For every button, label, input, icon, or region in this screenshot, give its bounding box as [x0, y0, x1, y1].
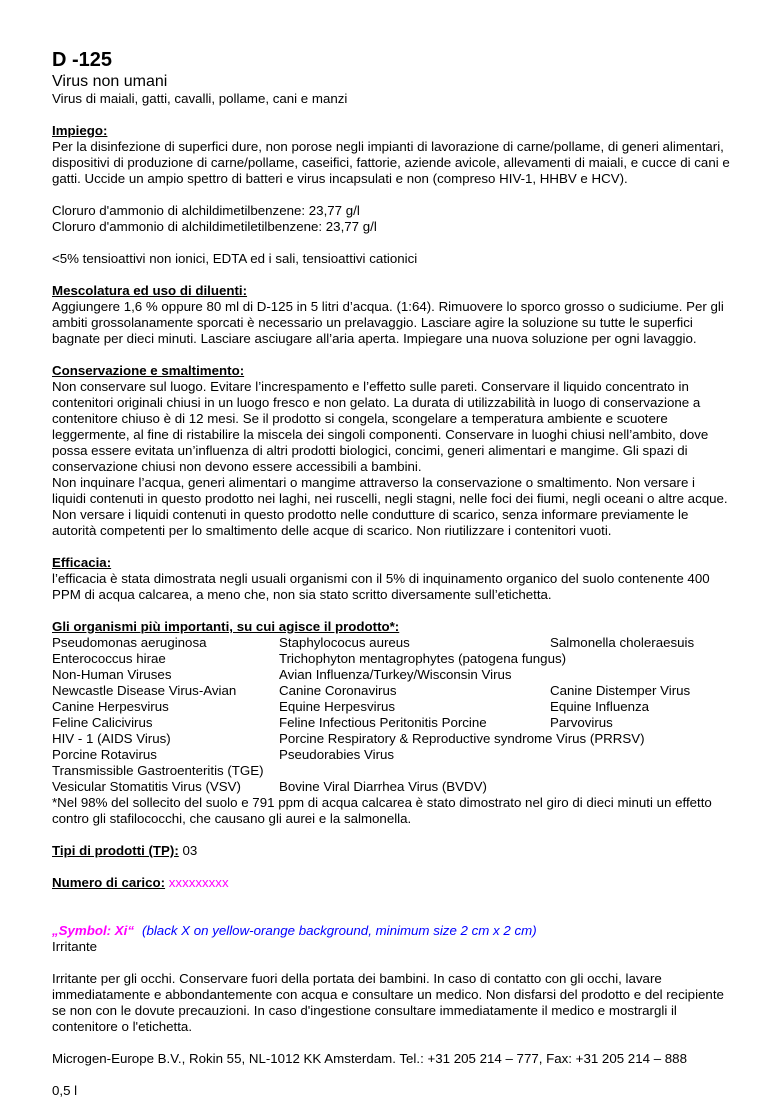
organism-table	[52, 635, 732, 795]
organism-cell: Parvovirus	[550, 715, 613, 730]
organism-cell: Pseudomonas aeruginosa	[52, 635, 207, 650]
mescolatura-text: Aggiungere 1,6 % oppure 80 ml di D-125 in 5 litri d’acqua. (1:64). Rimuovere lo sporco grosso o sudiciume. Per gli ambiti grossolanamente sporcati è necessario un prelavaggio. Lasciare agire la soluzione su tutte le superfici bagnate per dieci minuti. Lasciare asciugare all’aria aperta. Impiegare una nuova soluzione per ogni lavaggio.	[52, 299, 724, 346]
organism-cell: Canine Distemper Virus	[550, 683, 691, 698]
surfactants-text: <5% tensioattivi non ionici, EDTA ed i sali, tensioattivi cationici	[52, 251, 418, 266]
organism-row	[52, 779, 732, 795]
volume-text: 0,5 l	[52, 1083, 78, 1098]
efficacia-text: l’efficacia è stata dimostrata negli usuali organismi con il 5% di inquinamento organico del suolo contenente 400 PPM di acqua calcarea, a meno che, non sia stato scritto diversamente sull’etichetta.	[52, 571, 710, 602]
organism-cell: Non-Human Viruses	[52, 667, 172, 682]
organism-cell: Avian Influenza/Turkey/Wisconsin Virus	[279, 667, 512, 682]
organismi-heading: Gli organismi più importanti, su cui agisce il prodotto*:	[52, 619, 400, 634]
organism-row	[52, 683, 732, 699]
organism-cell: Porcine Respiratory & Reproductive syndrome Virus (PRRSV)	[279, 731, 645, 746]
symbol-name: Irritante	[52, 939, 98, 954]
organism-cell: Equine Herpesvirus	[279, 699, 396, 714]
tipi-label: Tipi di prodotti (TP):	[52, 843, 179, 858]
organism-cell: Enterococcus hirae	[52, 651, 166, 666]
organism-row	[52, 731, 732, 747]
organism-cell: Bovine Viral Diarrhea Virus (BVDV)	[279, 779, 487, 794]
organism-cell	[550, 651, 732, 667]
conservazione-text-2: Non inquinare l’acqua, generi alimentari o mangime attraverso la conservazione o smaltimento. Non versare i liquidi contenuti in questo prodotto nei laghi, nei ruscelli, negli stagni, nelle foci dei fiumi, negli oceani o altre acque. Non versare i liquidi contenuti in questo prodotto nelle condutture di scarico, senza informare previamente le autorità competenti per lo smaltimento delle acque di scarico. Non riutilizzare i contenitori vuoti.	[52, 475, 728, 538]
impiego-heading: Impiego:	[52, 123, 108, 138]
symbol-label: „Symbol: Xi“	[52, 923, 135, 938]
organism-row	[52, 667, 732, 683]
product-subtitle: Virus non umani	[52, 73, 168, 90]
organismi-footnote: *Nel 98% del sollecito del suolo e 791 ppm di acqua calcarea è stato dimostrato nel giro di dieci minuti un effetto contro gli stafilococchi, che causano gli aurei e la salmonella.	[52, 795, 712, 826]
organism-cell: Canine Coronavirus	[279, 683, 397, 698]
organism-cell: Porcine Rotavirus	[52, 747, 157, 762]
organism-row	[52, 747, 732, 763]
conservazione-heading: Conservazione e smaltimento:	[52, 363, 245, 378]
efficacia-heading: Efficacia:	[52, 555, 112, 570]
ingredient-1: Cloruro d'ammonio di alchildimetilbenzene: 23,77 g/l	[52, 203, 360, 218]
organism-cell	[550, 763, 732, 779]
numero-line	[52, 875, 732, 891]
organism-cell	[550, 779, 732, 795]
organism-cell: Canine Herpesvirus	[52, 699, 169, 714]
organism-cell: Newcastle Disease Virus-Avian	[52, 683, 237, 698]
document-page	[52, 48, 732, 1099]
organism-cell: Pseudorabies Virus	[279, 747, 395, 762]
product-title: D -125	[52, 49, 113, 71]
organism-row	[52, 699, 732, 715]
numero-value: xxxxxxxxx	[168, 875, 229, 890]
organism-cell	[550, 747, 732, 763]
organism-cell: Vesicular Stomatitis Virus (VSV)	[52, 779, 241, 794]
conservazione-text-1: Non conservare sul luogo. Evitare l’increspamento e l’effetto sulle pareti. Conservare il liquido concentrato in contenitori originali chiusi in un luogo fresco e non gelato. La durata di utilizzabilità in luogo di conservazione a contenitore chiuso è di 12 mesi. Se il prodotto si congela, scongelare a temperatura ambiente e scuotere leggermente, al fine di ristabilire la miscela dei singoli componenti. Conservare in luoghi chiusi nell’ambito, dove possa essere evitata un’influenza di altri prodotti biologici, concimi, generi alimentari e mangime. Gli spazi di conservazione chiusi non devono essere accessibili a bambini.	[52, 379, 709, 474]
organism-cell: Salmonella choleraesuis	[550, 635, 695, 650]
organism-cell	[550, 667, 732, 683]
organism-cell: HIV - 1 (AIDS Virus)	[52, 731, 171, 746]
organism-cell	[550, 731, 732, 747]
organism-row	[52, 635, 732, 651]
mescolatura-heading: Mescolatura ed uso di diluenti:	[52, 283, 248, 298]
impiego-text: Per la disinfezione di superfici dure, non porose negli impianti di lavorazione di carne/pollame, di generi alimentari, dispositivi di produzione di carne/pollame, caseifici, fattorie, aziende avicole, allevamenti di maiali, e cucce di cani e gatti. Uccide un ampio spettro di batteri e virus incapsulati e non (compreso HIV-1, HHBV e HCV).	[52, 139, 730, 186]
organism-row	[52, 763, 732, 779]
organism-cell: Equine Influenza	[550, 699, 650, 714]
symbol-line	[52, 923, 732, 939]
safety-text: Irritante per gli occhi. Conservare fuori della portata dei bambini. In caso di contatto con gli occhi, lavare immediatamente e abbondantemente con acqua e consultare un medico. Non disfarsi del prodotto e del recipiente se non con le dovute precauzioni. In caso d'ingestione consultare immediatamente il medico e mostrargli il contenitore o l'etichetta.	[52, 971, 724, 1034]
numero-label: Numero di carico:	[52, 875, 166, 890]
organism-cell	[279, 763, 550, 779]
organism-cell: Transmissible Gastroenteritis (TGE)	[52, 763, 264, 778]
product-tagline: Virus di maiali, gatti, cavalli, pollame, cani e manzi	[52, 91, 348, 106]
organism-cell: Feline Calicivirus	[52, 715, 153, 730]
organism-row	[52, 715, 732, 731]
organism-row	[52, 651, 732, 667]
organism-cell: Staphylococus aureus	[279, 635, 410, 650]
manufacturer-text: Microgen-Europe B.V., Rokin 55, NL-1012 KK Amsterdam. Tel.: +31 205 214 – 777, Fax: +31 205 214 – 888	[52, 1051, 687, 1066]
tipi-line	[52, 843, 732, 859]
ingredient-2: Cloruro d'ammonio di alchildimetiletilbenzene: 23,77 g/l	[52, 219, 377, 234]
organism-cell: Feline Infectious Peritonitis Porcine	[279, 715, 487, 730]
organism-cell: Trichophyton mentagrophytes (patogena fungus)	[279, 651, 567, 666]
tipi-value: 03	[182, 843, 198, 858]
symbol-note: (black X on yellow-orange background, minimum size 2 cm x 2 cm)	[142, 923, 537, 938]
